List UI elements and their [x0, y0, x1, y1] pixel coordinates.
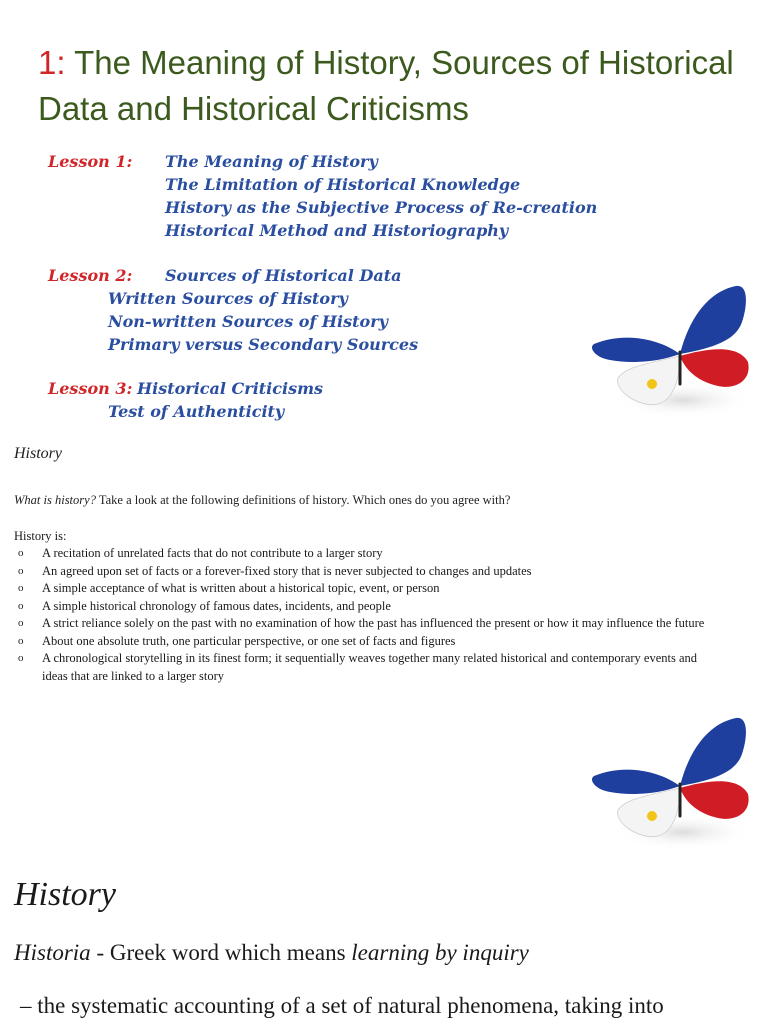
lesson-2-item: Sources of Historical Data [165, 266, 402, 285]
bullet-glyph: o [18, 547, 24, 559]
question [14, 493, 510, 508]
list-item [14, 580, 714, 598]
lesson-2-item: Non-written Sources of History [108, 312, 388, 331]
section-heading-large: History [14, 876, 116, 913]
question-italic: What is history? [14, 493, 96, 507]
lesson-1-item: History as the Subjective Process of Re-creation [165, 198, 598, 217]
bullet-glyph: o [18, 582, 24, 594]
definition-text: A chronological storytelling in its finest form; it sequentially weaves together many related historical and contemporary events and ideas that are linked to a larger story [42, 651, 698, 683]
lesson-3-item: Test of Authenticity [108, 402, 285, 421]
lesson-2-item: Written Sources of History [108, 289, 348, 308]
definition-text: A simple acceptance of what is written about a historical topic, event, or person [42, 581, 440, 595]
lesson-3-item: Historical Criticisms [137, 379, 324, 398]
bullet-glyph: o [18, 634, 24, 647]
bullet-glyph: o [18, 652, 24, 664]
list-item [14, 545, 714, 563]
chapter-title: The Meaning of History, Sources of Historical Data and Historical Criticisms [38, 44, 734, 127]
section-heading: History [14, 445, 62, 462]
history-is-intro: History is: [14, 529, 67, 543]
historia-meaning: learning by inquiry [351, 940, 529, 965]
historia-term: Historia [14, 940, 91, 965]
lesson-1-label: Lesson 1: [48, 152, 133, 171]
list-item [14, 563, 714, 581]
lesson-3-label: Lesson 3: [48, 379, 133, 398]
philippine-flag-butterfly-icon [588, 714, 753, 854]
question-rest: Take a look at the following definitions of history. Which ones do you agree with? [95, 493, 511, 507]
list-item [14, 615, 714, 633]
definition-text: A strict reliance solely on the past with no examination of how the past has influenced the present or how it may influence the future [42, 616, 705, 630]
lesson-1-item: The Meaning of History [165, 152, 378, 171]
bullet-glyph: o [18, 599, 24, 612]
historia-mid: - Greek word which means [90, 940, 352, 965]
chapter-number: 1: [38, 44, 66, 81]
definition-text: A simple historical chronology of famous dates, incidents, and people [42, 598, 391, 613]
page-title [38, 40, 738, 132]
list-item [14, 633, 714, 651]
historia-definition [14, 940, 529, 966]
lesson-2-item: Primary versus Secondary Sources [108, 335, 419, 354]
definitions-list [14, 545, 714, 685]
definition-text: An agreed upon set of facts or a forever-fixed story that is never subjected to changes and updates [42, 563, 532, 578]
definition-text: About one absolute truth, one particular perspective, or one set of facts and figures [42, 633, 456, 648]
lesson-1-item: The Limitation of Historical Knowledge [165, 175, 521, 194]
lesson-1-item: Historical Method and Historiography [165, 221, 509, 240]
bullet-glyph: o [18, 564, 24, 577]
definition-text: A recitation of unrelated facts that do not contribute to a larger story [42, 546, 383, 560]
list-item [14, 650, 714, 685]
bullet-glyph: o [18, 617, 24, 629]
systematic-definition: – the systematic accounting of a set of natural phenomena, taking into [20, 993, 664, 1018]
philippine-flag-butterfly-icon [588, 282, 753, 422]
lesson-2-label: Lesson 2: [48, 266, 133, 285]
list-item [14, 598, 714, 616]
